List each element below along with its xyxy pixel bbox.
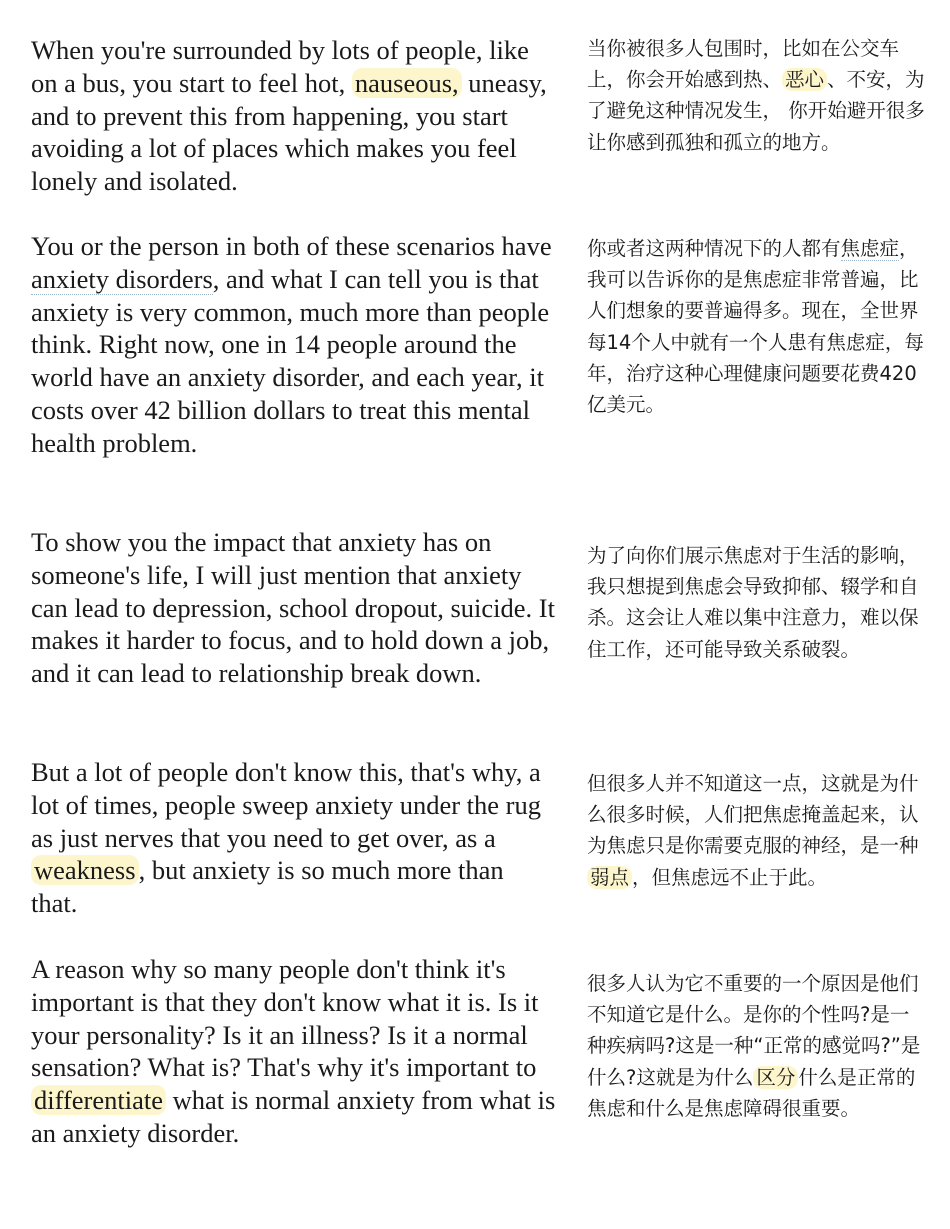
text-segment: what is normal anxiety from what is an anxiety disorder. bbox=[31, 1085, 556, 1148]
english-paragraph-2 bbox=[31, 230, 556, 460]
text-segment: 什么是正常的焦虑和什么是焦虑障碍很重要。 bbox=[587, 1065, 916, 1120]
text-segment: 当你被很多人包围时，比如在公交车上，你会开始感到热、 bbox=[587, 37, 900, 92]
chinese-paragraph-1 bbox=[587, 33, 927, 158]
highlighted-word[interactable]: 弱点 bbox=[587, 866, 632, 889]
text-segment: To show you the impact that anxiety has on someone's life, I will just mention that anxiety can lead to depression, school dropout, suicide. It makes it harder to focus, and to hold down a job, and it can lead to relationship break down. bbox=[31, 527, 555, 689]
text-segment: uneasy, and to prevent this from happening, you start avoiding a lot of places which makes you feel lonely and isolated. bbox=[31, 67, 547, 197]
english-paragraph-4 bbox=[31, 756, 556, 920]
highlighted-word[interactable]: nauseous, bbox=[352, 68, 462, 98]
highlighted-word[interactable]: weakness bbox=[31, 855, 139, 885]
text-segment: ，我可以告诉你的是焦虑症非常普遍，比人们想象的要普遍得多。现在，全世界每14个人中就有一个人患有焦虑症，每年，治疗这种心理健康问题要花费420亿美元。 bbox=[587, 237, 924, 417]
text-segment: When you're surrounded by lots of people, like on a bus, you start to feel hot, bbox=[31, 35, 529, 98]
text-segment: , and what I can tell you is that anxiety is very common, much more than people think. Right now, one in 14 people around the world have an anxiety disorder, and each year, it costs over 42 billion dollars to treat this mental health problem. bbox=[31, 263, 550, 458]
text-segment: , but anxiety is so much more than that. bbox=[31, 855, 504, 919]
highlighted-word[interactable]: differentiate bbox=[31, 1085, 166, 1115]
text-segment: 你或者这两种情况下的人都有 bbox=[587, 237, 841, 260]
chinese-paragraph-2 bbox=[587, 233, 927, 420]
text-segment: 为了向你们展示焦虑对于生活的影响，我只想提到焦虑会导致抑郁、辍学和自杀。这会让人难以集中注意力，难以保住工作，还可能导致关系破裂。 bbox=[587, 544, 919, 661]
text-segment: But a lot of people don't know this, that's why, a lot of times, people sweep anxiety under the rug as just nerves that you need to get over, as a bbox=[31, 757, 541, 853]
text-segment: 、不安，为了避免这种情况发生， 你开始避开很多让你感到孤独和孤立的地方。 bbox=[587, 68, 925, 154]
text-segment: A reason why so many people don't think it's important is that they don't know what it is. Is it your personality? Is it an illness? Is it a normal sensation? What is? That's why it's important to bbox=[31, 954, 539, 1083]
english-paragraph-3 bbox=[31, 526, 556, 690]
text-segment: 很多人认为它不重要的一个原因是他们不知道它是什么。是你的个性吗?是一种疾病吗?这是一种“正常的感觉吗?”是什么?这就是为什么 bbox=[587, 972, 921, 1089]
chinese-paragraph-5 bbox=[587, 968, 927, 1124]
text-segment: 但很多人并不知道这一点，这就是为什么很多时候，人们把焦虑掩盖起来，认为焦虑只是你需要克服的神经，是一种 bbox=[587, 772, 919, 858]
underlined-phrase[interactable]: anxiety disorders bbox=[31, 263, 213, 294]
text-segment: You or the person in both of these scenarios have bbox=[31, 231, 552, 261]
text-segment: ，但焦虑远不止于此。 bbox=[632, 865, 828, 889]
underlined-phrase[interactable]: 焦虑症 bbox=[840, 237, 900, 260]
english-paragraph-5 bbox=[31, 953, 556, 1150]
chinese-paragraph-4 bbox=[587, 768, 927, 893]
highlighted-word[interactable]: 区分 bbox=[753, 1066, 798, 1089]
chinese-paragraph-3 bbox=[587, 540, 927, 665]
highlighted-word[interactable]: 恶心 bbox=[782, 68, 827, 91]
english-paragraph-1 bbox=[31, 34, 556, 198]
